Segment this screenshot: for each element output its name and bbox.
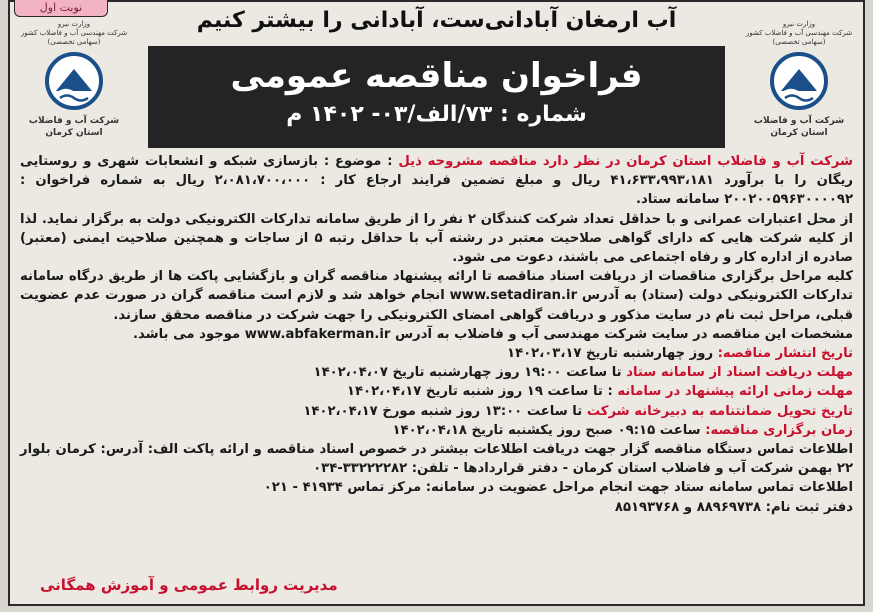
schedule-publish: تاریخ انتشار مناقصه: روز چهارشنبه تاریخ ۱۴۰۲،۰۳،۱۷ [507,346,853,362]
logo-ministry-text: وزارت نیرو شرکت مهندسی آب و فاضلاب کشور (سهامی تخصصی) [745,20,853,46]
logo-company-name: شرکت آب و فاضلاب استان کرمان [28,116,120,138]
paragraph-eligibility: از محل اعتبارات عمرانی و با حداقل تعداد شرکت کنندگان ۲ نفر را از طریق سامانه تدارکات الکترونیکی دولت به برگزار نماید. لذا از کلیه شرکت هایی که دارای گواهی صلاحیت معتبر در رشته آب با حداقل رتبه ۵ از ساجات و همچنین صلاحیت ایمنی (معتبر) صادره از اداره کار و رفاه اجتماعی می باشند، دعوت می شود. [20,211,853,266]
schedule-bid-deadline: مهلت زمانی ارائه پیشنهاد در سامانه : تا ساعت ۱۹ روز شنبه تاریخ ۱۴۰۲،۰۴،۱۷ [346,384,853,400]
paragraph-specs: مشخصات این مناقصه در سایت شرکت مهندسی آب و فاضلاب به آدرس www.abfakerman.ir موجود می باشد. [132,326,853,342]
schedule-guarantee-deadline: تاریخ تحویل ضمانتنامه به دبیرخانه شرکت تا ساعت ۱۳:۰۰ روز شنبه مورخ ۱۴۰۲،۰۴،۱۷ [303,403,853,419]
paragraph-procedure: کلیه مراحل برگزاری مناقصات از دریافت اسناد مناقصه تا ارائه پیشنهاد مناقصه گران و بازگشایی پاکت ها از طریق درگاه سامانه تدارکات الکترونیکی دولت (ستاد) به آدرس www.setadiran.ir انجام خواهد شد و لازم است مناقصه گران در صورت عدم عضویت قبلی، مراحل ثبت نام در سایت مذکور و دریافت گواهی امضای الکترونیکی را جهت شرکت در مناقصه محقق سازند. [20,269,854,323]
logo-ministry-text: وزارت نیرو شرکت مهندسی آب و فاضلاب کشور (سهامی تخصصی) [20,20,128,46]
notice-round-tab: نوبت اول [14,0,108,17]
paragraph-subject: شرکت آب و فاضلاب استان کرمان در نظر دارد مناقصه مشروحه ذیل : موضوع : بازسازی شبکه و انشعابات شهری و روستایی ریگان را با برآورد ۴۱،۶۳۳،۹۹۳،۱۸۱ ریال و مبلغ تضمین فرایند ارجاع کار : ۲،۰۸۱،۷۰۰،۰۰۰ ریال به شماره فراخوان : ۲۰۰۲۰۰۵۹۶۳۰۰۰۰۹۲ سامانه ستاد. [20,154,853,208]
schedule-docs-deadline: مهلت دریافت اسناد از سامانه ستاد تا ساعت ۱۹:۰۰ روز چهارشنبه تاریخ ۱۴۰۲،۰۴،۰۷ [313,365,853,381]
notice-number: شماره : ۷۳/الف/۰۳- ۱۴۰۲ م [286,102,587,127]
logo-company-name: شرکت آب و فاضلاب استان کرمان [753,116,845,138]
company-logo-left [16,20,132,150]
water-drop-emblem-icon [44,51,104,111]
slogan: آب ارمغان آبادانی‌ست، آبادانی را بیشتر کنیم [196,8,677,33]
contact-registration: دفتر ثبت نام: ۸۸۹۶۹۷۳۸ و ۸۵۱۹۳۷۶۸ [614,499,853,515]
title-banner [148,46,725,148]
company-logo-right [741,20,857,150]
water-drop-emblem-icon [769,51,829,111]
notice-body [20,152,853,600]
footer-department: مدیریت روابط عمومی و آموزش همگانی [40,576,338,594]
notice-title: فراخوان مناقصه عمومی [230,56,643,96]
tender-notice [8,0,865,606]
schedule-opening: زمان برگزاری مناقصه: ساعت ۰۹:۱۵ صبح روز یکشنبه تاریخ ۱۴۰۲،۰۴،۱۸ [392,422,853,438]
contact-tenderer: اطلاعات تماس دستگاه مناقصه گزار جهت دریافت اطلاعات بیشتر در خصوص اسناد مناقصه و ارائه پاکت الف: آدرس: کرمان بلوار ۲۲ بهمن شرکت آب و فاضلاب استان کرمان - دفتر قراردادها - تلفن: ۳۳۲۲۲۲۸۲-۰۳۴ [20,442,853,477]
contact-setad: اطلاعات تماس سامانه ستاد جهت انجام مراحل عضویت در سامانه: مرکز تماس ۴۱۹۳۴ - ۰۲۱ [263,480,853,496]
